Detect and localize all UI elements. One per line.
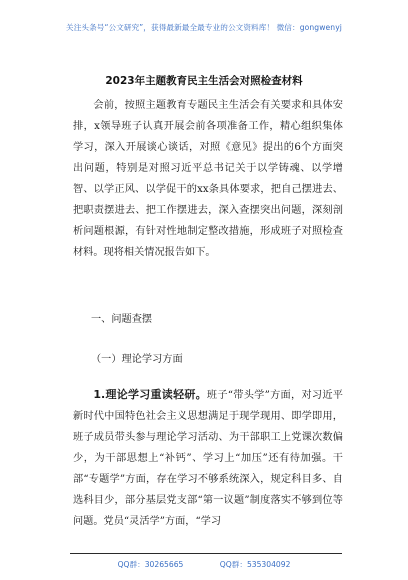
point-text: 班子“带头学”方面，对习近平新时代中国特色社会主义思想满足于现学现用、即学即用，班子成员带头参与理论学习活动、为干部职工上党课次数偏少，为干部思想上“补钙”、学习上“加压”还有待加强。干部“专题学”方面，存在学习不够系统深入，规定科目多、自选科目少，部分基层党支部“第一议题”制度落实不够到位等问题。党员“灵活学”方面，“学习 [73, 390, 343, 527]
footer-qq-left: QQ群：30265665 [117, 560, 184, 569]
footer [0, 559, 408, 570]
point-paragraph [73, 384, 343, 532]
document-title: 2023年主题教育民主生活会对照检查材料 [105, 75, 303, 87]
footer-divider [70, 553, 342, 554]
footer-qq-right: QQ群：535304092 [219, 560, 291, 569]
header-banner: 关注头条号“公文研究”，获得最新最全最专业的公文资料库！ 微信：gongwenyj [66, 23, 342, 32]
intro-paragraph: 会前，按照主题教育专题民主生活会有关要求和具体安排，x领导班子认真开展会前各项准备工作，精心组织集体学习，深入开展谈心谈话，对照《意见》提出的6个方面突出问题，特别是对照习近平总书记关于以学铸魂、以学增智、以学正风、以学促干的xx条具体要求，把自己摆进去、把职责摆进去、把工作摆进去，深入查摆突出问题，深刻剖析问题根源，有针对性地制定整改措施，形成班子对照检查材料。现将相关情况报告如下。 [73, 100, 343, 258]
section-heading: 一、问题查摆 [91, 314, 153, 325]
point-lead: 1.理论学习重读轻研。 [93, 388, 207, 401]
subsection-heading: （一）理论学习方面 [91, 354, 183, 365]
